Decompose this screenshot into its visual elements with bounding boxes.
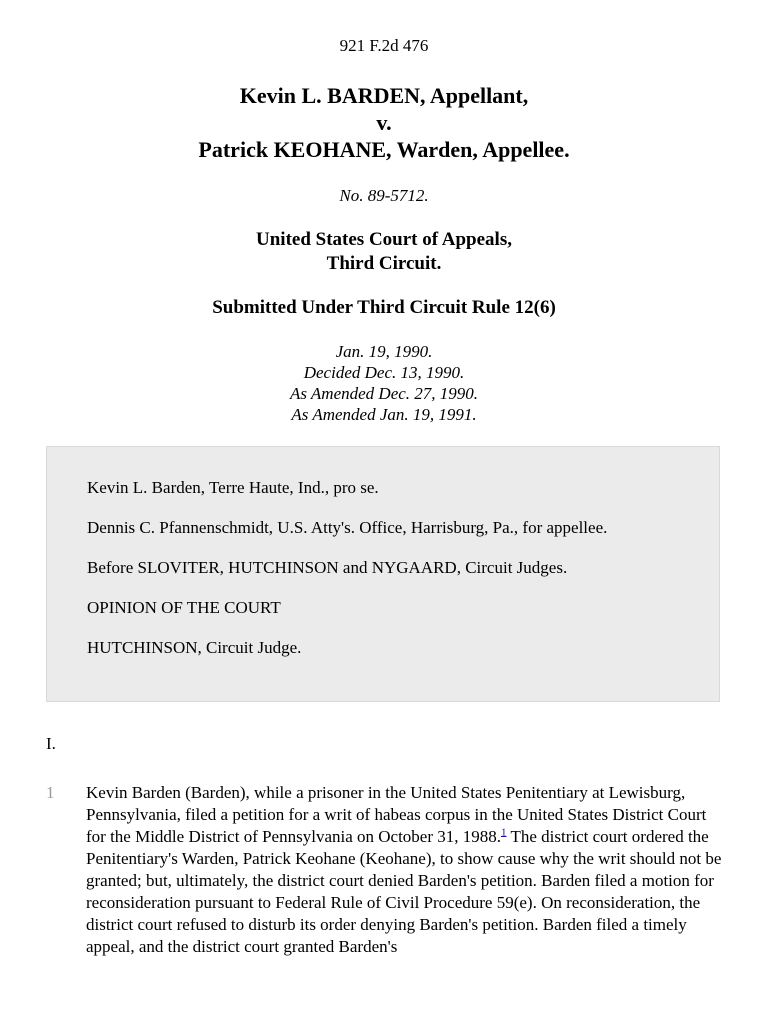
date-amended-2: As Amended Jan. 19, 1991. — [291, 405, 477, 424]
panel-judges: Before SLOVITER, HUTCHINSON and NYGAARD, Circuit Judges. — [87, 558, 568, 577]
date-amended-1: As Amended Dec. 27, 1990. — [289, 384, 479, 403]
case-dates — [0, 341, 768, 425]
appellee-counsel: Dennis C. Pfannenschmidt, U.S. Atty's. Office, Harrisburg, Pa., for appellee. — [87, 518, 608, 537]
submission-note: Submitted Under Third Circuit Rule 12(6) — [212, 297, 556, 318]
court-name-line1: United States Court of Appeals, — [256, 229, 512, 250]
case-citation: 921 F.2d 476 — [339, 36, 429, 55]
opinion-author: HUTCHINSON, Circuit Judge. — [87, 638, 302, 657]
appellant-line: Kevin L. BARDEN, Appellant, — [239, 83, 529, 108]
court-name-line2: Third Circuit. — [326, 253, 442, 274]
paragraph-text — [86, 782, 726, 958]
appellant-counsel: Kevin L. Barden, Terre Haute, Ind., pro se. — [87, 478, 379, 497]
case-parties — [0, 82, 768, 163]
paragraph-number: 1 — [46, 783, 55, 802]
paragraph-text-rest: The district court ordered the Penitentiary's Warden, Patrick Keohane (Keohane), to show cause why the writ should not be granted; but, ultimately, the district court denied Barden's petition. Barden filed a motion for reconsideration pursuant to Federal Rule of Civil Procedure 59(e). On reconsideration, the district court refused to disturb its order denying Barden's petition. Barden filed a timely appeal, and the district court granted Barden's — [86, 827, 722, 956]
paragraph-text-start: Kevin Barden (Barden), while a prisoner in the United States Penitentiary at Lewisburg, Pennsylvania, filed a petition for a writ of habeas corpus in the United States District Court for the Middle District of Pennsylvania on October 31, 1988. — [86, 783, 707, 846]
appellee-line: Patrick KEOHANE, Warden, Appellee. — [198, 137, 570, 162]
prelims-box — [46, 446, 720, 702]
date-decided: Decided Dec. 13, 1990. — [303, 363, 465, 382]
court-name — [0, 228, 768, 276]
versus-line: v. — [376, 110, 392, 135]
section-heading: I. — [46, 734, 56, 753]
docket-number: No. 89-5712. — [339, 186, 429, 205]
footnote-link[interactable]: 1 — [501, 826, 507, 839]
opinion-label: OPINION OF THE COURT — [87, 598, 281, 617]
date-submitted: Jan. 19, 1990. — [335, 342, 433, 361]
